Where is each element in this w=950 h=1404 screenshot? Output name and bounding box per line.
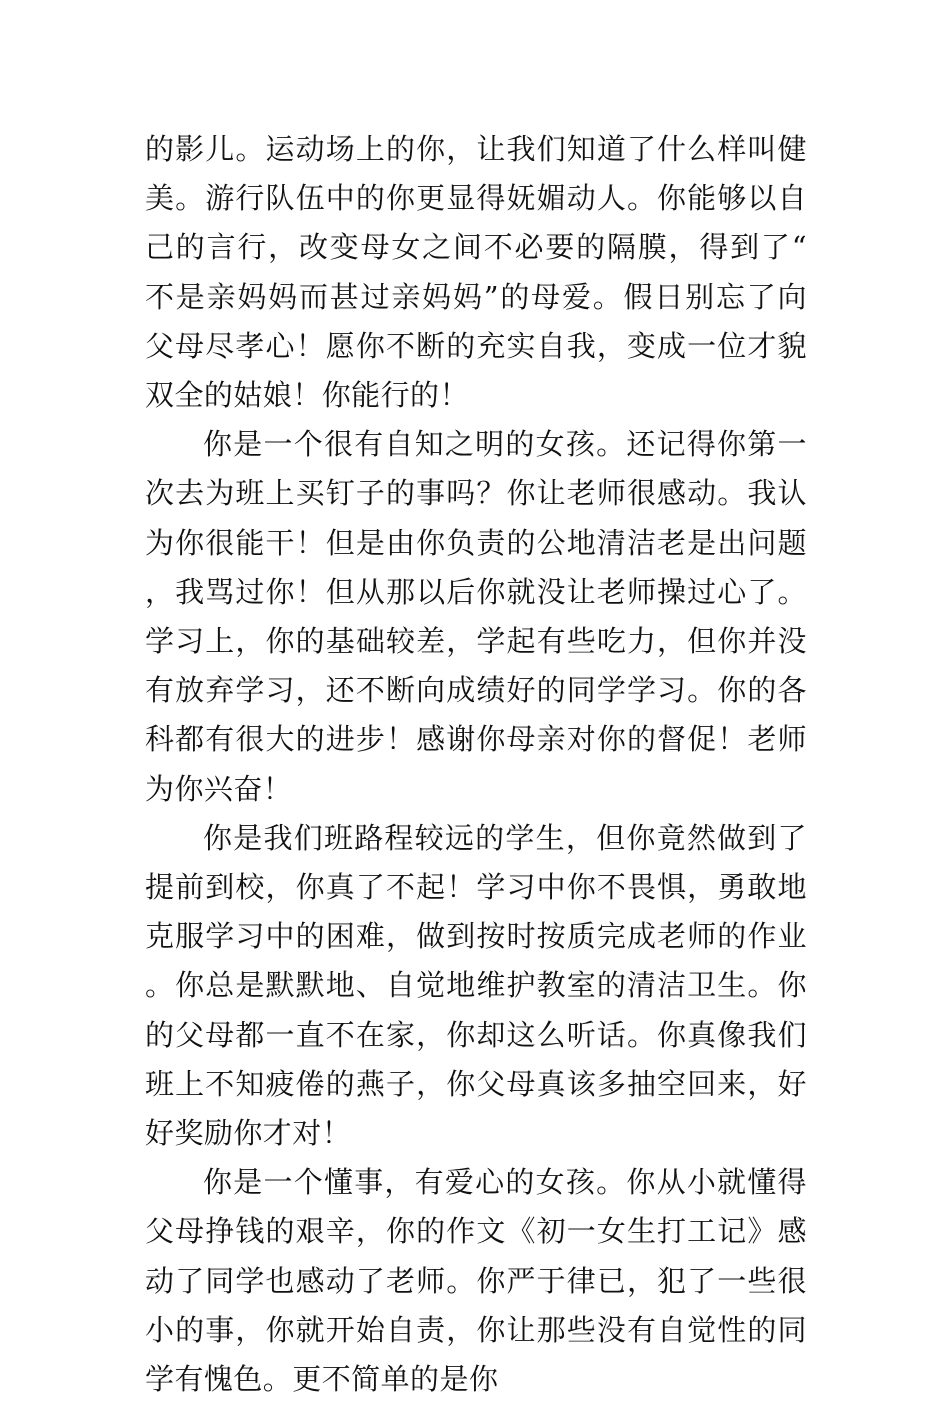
paragraph-1: 的影儿。运动场上的你，让我们知道了什么样叫健美。游行队伍中的你更显得妩媚动人。你能够以自己的言行，改变母女之间不必要的隔膜，得到了“不是亲妈妈而甚过亲妈妈”的母爱。假日别忘了向父母尽孝心！愿你不断的充实自我，变成一位才貌双全的姑娘！你能行的！ [145,132,807,413]
paragraph-4: 你是一个懂事，有爱心的女孩。你从小就懂得父母挣钱的艰辛，你的作文《初一女生打工记》感动了同学也感动了老师。你严于律已，犯了一些很小的事，你就开始自责，你让那些没有自觉性的同学有愧色。更不简单的是你 [145,1165,807,1397]
paragraph-2: 你是一个很有自知之明的女孩。还记得你第一次去为班上买钉子的事吗？你让老师很感动。我认为你很能干！但是由你负责的公地清洁老是出问题，我骂过你！但从那以后你就没让老师操过心了。学习上，你的基础较差，学起有些吃力，但你并没有放弃学习，还不断向成绩好的同学学习。你的各科都有很大的进步！感谢你母亲对你的督促！老师为你兴奋！ [145,427,807,806]
paragraph-3: 你是我们班路程较远的学生，但你竟然做到了提前到校，你真了不起！学习中你不畏惧，勇敢地克服学习中的困难，做到按时按质完成老师的作业。你总是默默地、自觉地维护教室的清洁卫生。你的父母都一直不在家，你却这么听话。你真像我们班上不知疲倦的燕子，你父母真该多抽空回来，好好奖励你才对！ [145,820,807,1151]
document-page [145,125,807,1404]
